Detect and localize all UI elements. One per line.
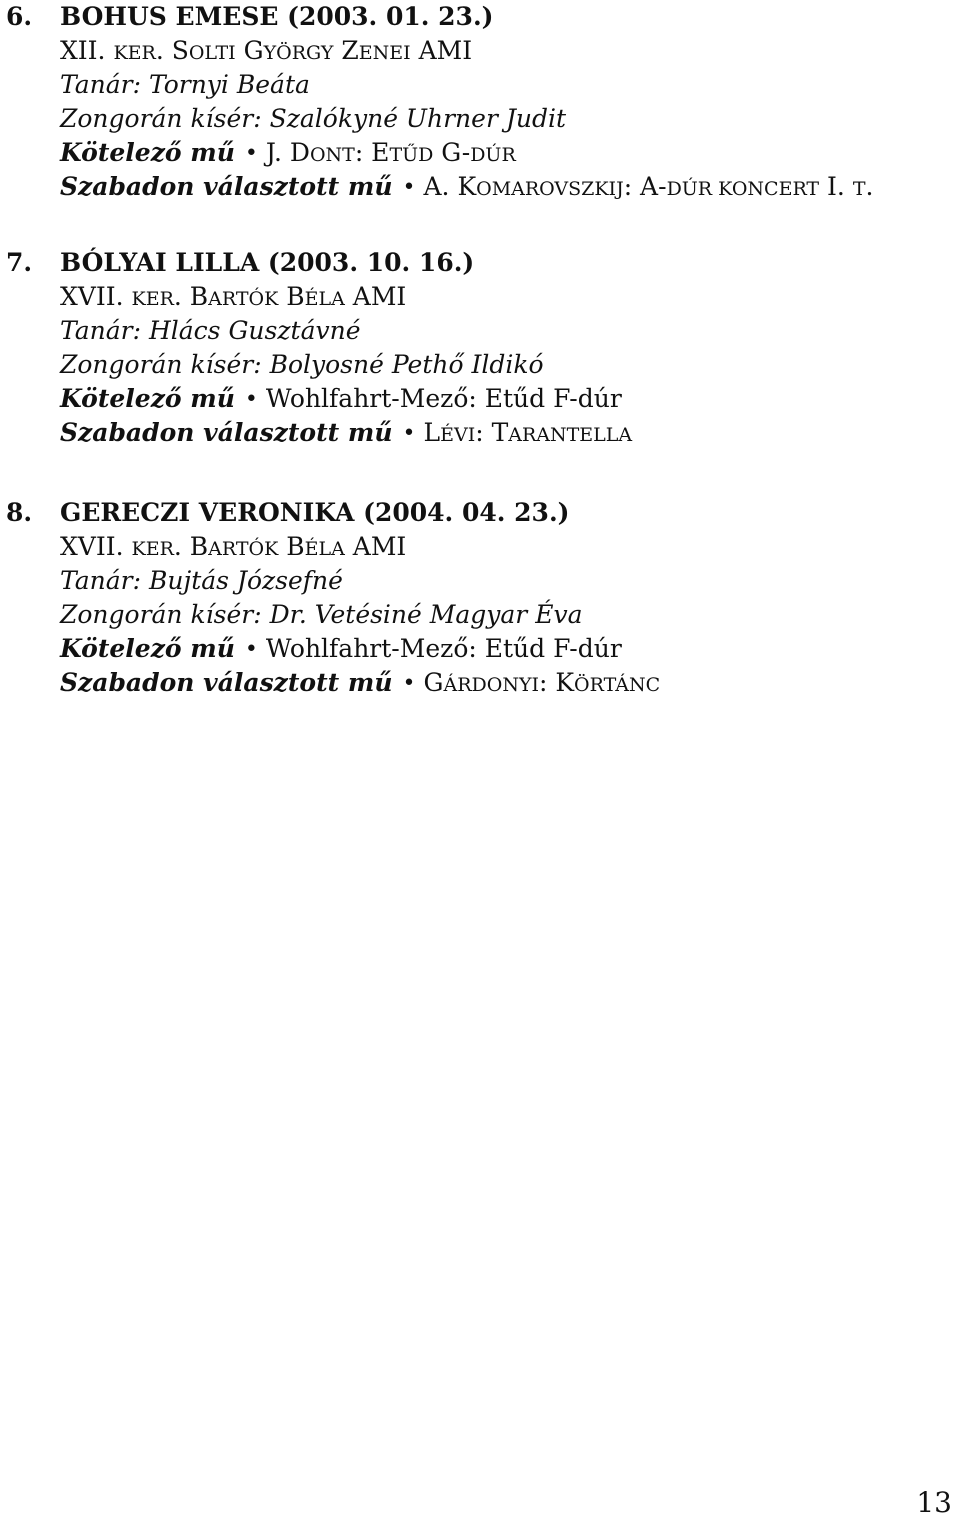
bullet-icon: •: [244, 141, 258, 166]
school-line: [0, 280, 900, 314]
entry-number: 7.: [6, 248, 33, 277]
school-name: XII. KER. SOLTI GYÖRGY ZENEI AMI: [60, 36, 473, 65]
bullet-icon: •: [244, 637, 258, 662]
entry-heading: [0, 246, 900, 280]
accompanist-name: Zongorán kísér: Bolyosné Pethő Ildikó: [60, 350, 544, 379]
teacher-line: [0, 314, 900, 348]
required-piece-title: Wohlfahrt-Mező: Etűd F-dúr: [265, 634, 622, 663]
teacher-line: [0, 564, 900, 598]
required-piece-title: Wohlfahrt-Mező: Etűd F-dúr: [265, 384, 622, 413]
entry-7: [0, 246, 900, 450]
free-piece-line: [0, 170, 900, 204]
teacher-line: [0, 68, 900, 102]
accompanist-line: [0, 348, 900, 382]
entry-number: 6.: [6, 2, 33, 31]
student-name-date: BÓLYAI LILLA (2003. 10. 16.): [60, 248, 475, 277]
accompanist-line: [0, 102, 900, 136]
entry-heading: [0, 496, 900, 530]
free-piece-label: Szabadon választott mű: [60, 172, 393, 201]
school-line: [0, 530, 900, 564]
free-piece-label: Szabadon választott mű: [60, 418, 393, 447]
required-piece-line: [0, 632, 900, 666]
free-piece-line: [0, 666, 900, 700]
required-piece-label: Kötelező mű: [60, 384, 235, 413]
accompanist-name: Zongorán kísér: Dr. Vetésiné Magyar Éva: [60, 600, 583, 629]
school-name: XVII. KER. BARTÓK BÉLA AMI: [60, 532, 407, 561]
required-piece-label: Kötelező mű: [60, 634, 235, 663]
entry-6: [0, 0, 900, 204]
student-name-date: BOHUS EMESE (2003. 01. 23.): [60, 2, 494, 31]
school-name: XVII. KER. BARTÓK BÉLA AMI: [60, 282, 407, 311]
required-piece-line: [0, 382, 900, 416]
school-line: [0, 34, 900, 68]
teacher-name: Tanár: Hlács Gusztávné: [60, 316, 361, 345]
required-piece-line: [0, 136, 900, 170]
bullet-icon: •: [402, 671, 416, 696]
page-number: 13: [916, 1486, 952, 1519]
required-piece-label: Kötelező mű: [60, 138, 235, 167]
accompanist-line: [0, 598, 900, 632]
entry-8: [0, 496, 900, 700]
free-piece-title: GÁRDONYI: KÖRTÁNC: [423, 668, 661, 697]
teacher-name: Tanár: Bujtás Józsefné: [60, 566, 343, 595]
entry-heading: [0, 0, 900, 34]
bullet-icon: •: [402, 175, 416, 200]
student-name-date: GERECZI VERONIKA (2004. 04. 23.): [60, 498, 570, 527]
free-piece-title: A. KOMAROVSZKIJ: A-DÚR KONCERT I. T.: [423, 172, 874, 201]
bullet-icon: •: [244, 387, 258, 412]
entry-number: 8.: [6, 498, 33, 527]
teacher-name: Tanár: Tornyi Beáta: [60, 70, 310, 99]
free-piece-label: Szabadon választott mű: [60, 668, 393, 697]
free-piece-line: [0, 416, 900, 450]
accompanist-name: Zongorán kísér: Szalókyné Uhrner Judit: [60, 104, 567, 133]
free-piece-title: LÉVI: TARANTELLA: [423, 418, 633, 447]
required-piece-title: J. DONT: ETŰD G-DÚR: [265, 138, 516, 167]
bullet-icon: •: [402, 421, 416, 446]
